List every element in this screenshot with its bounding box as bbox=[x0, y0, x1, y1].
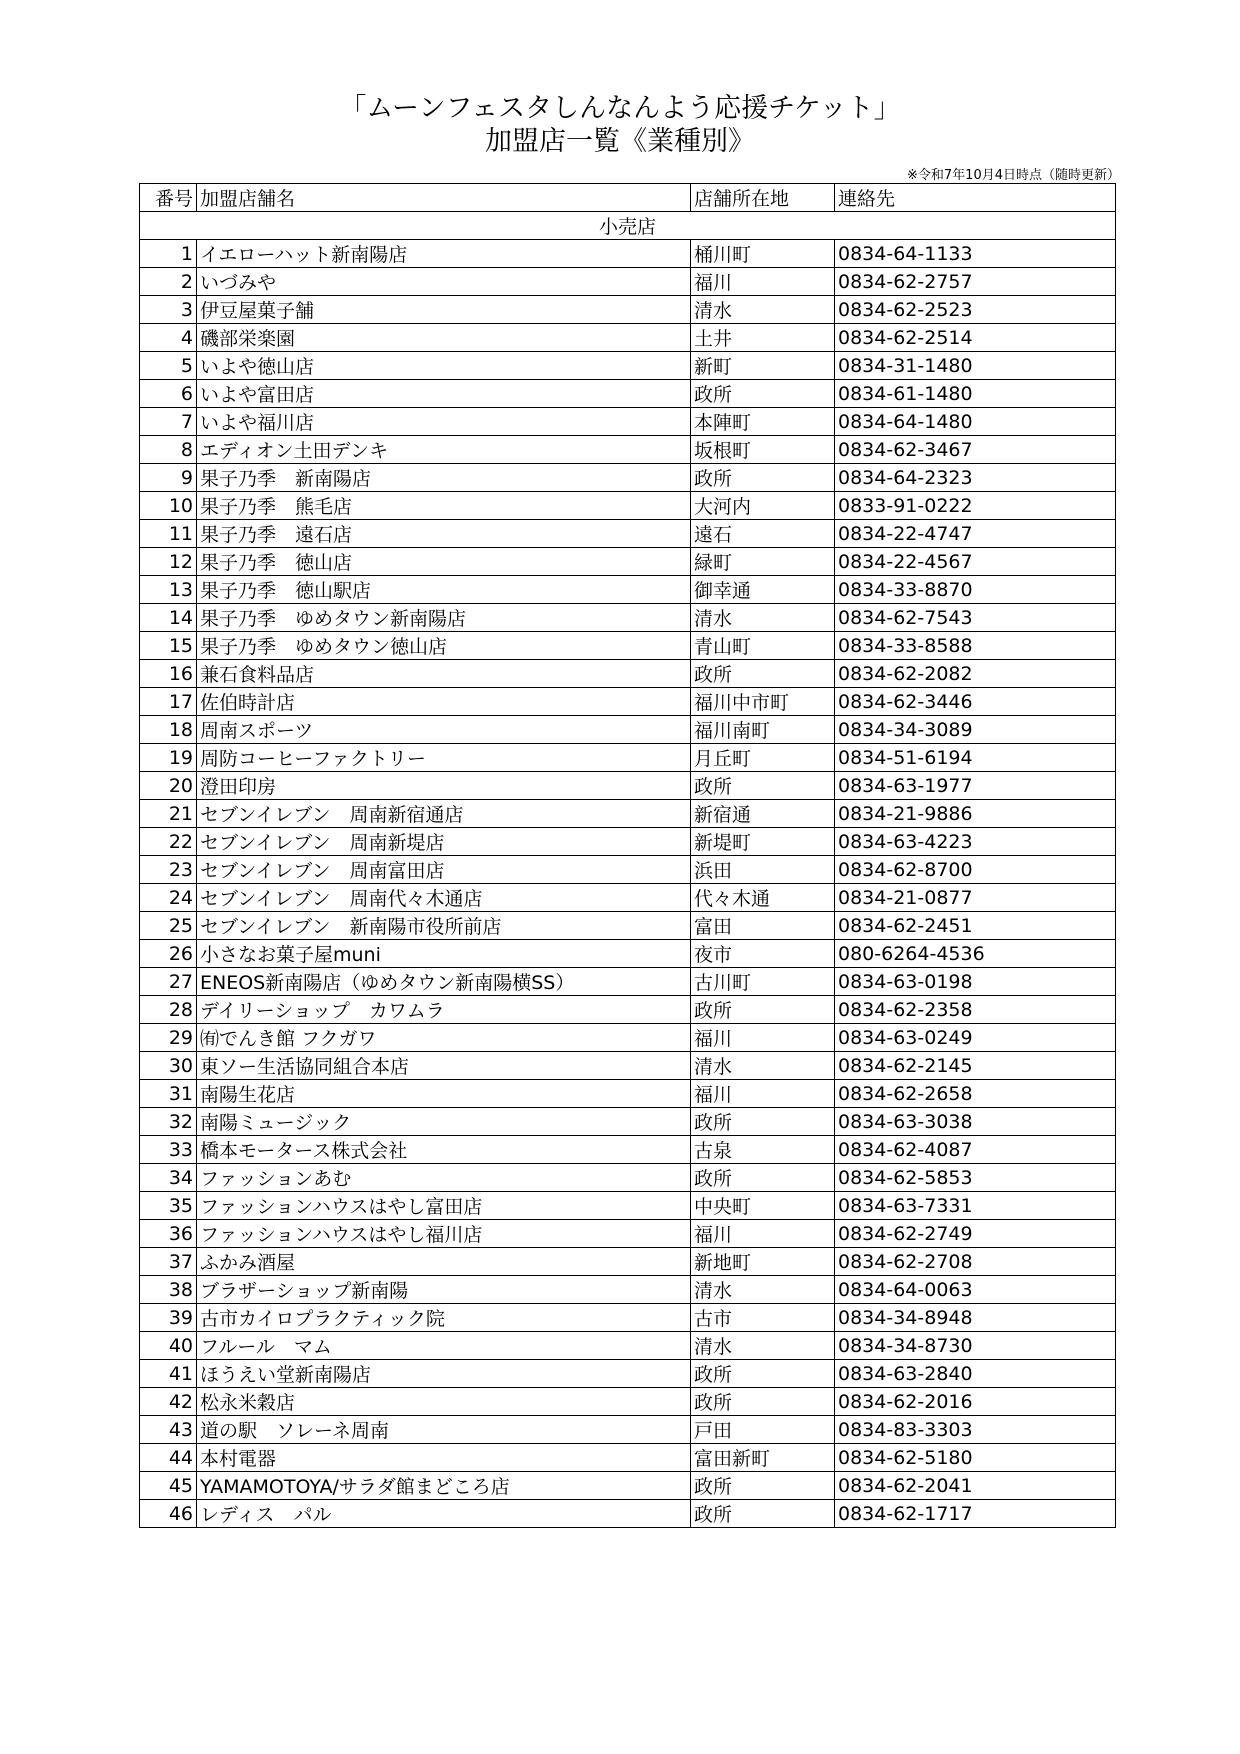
store-name: イエローハット新南陽店 bbox=[197, 240, 691, 268]
store-phone: 0834-63-0249 bbox=[835, 1024, 1116, 1052]
store-phone: 0833-91-0222 bbox=[835, 492, 1116, 520]
store-phone: 0834-61-1480 bbox=[835, 380, 1116, 408]
row-number: 26 bbox=[140, 940, 197, 968]
table-row bbox=[140, 1332, 1116, 1360]
store-location: 古川町 bbox=[691, 968, 835, 996]
store-phone: 0834-33-8588 bbox=[835, 632, 1116, 660]
store-phone: 0834-21-0877 bbox=[835, 884, 1116, 912]
store-location: 政所 bbox=[691, 996, 835, 1024]
store-phone: 0834-63-4223 bbox=[835, 828, 1116, 856]
store-table bbox=[139, 183, 1116, 1528]
table-row bbox=[140, 520, 1116, 548]
store-phone: 0834-63-2840 bbox=[835, 1360, 1116, 1388]
store-phone: 0834-62-3446 bbox=[835, 688, 1116, 716]
store-location: 代々木通 bbox=[691, 884, 835, 912]
store-location: 新堤町 bbox=[691, 828, 835, 856]
table-row bbox=[140, 716, 1116, 744]
store-phone: 0834-62-2757 bbox=[835, 268, 1116, 296]
table-row bbox=[140, 604, 1116, 632]
store-location: 新町 bbox=[691, 352, 835, 380]
store-location: 清水 bbox=[691, 1332, 835, 1360]
table-row bbox=[140, 1248, 1116, 1276]
store-location: 政所 bbox=[691, 464, 835, 492]
row-number: 5 bbox=[140, 352, 197, 380]
column-header-number: 番号 bbox=[140, 184, 197, 212]
row-number: 3 bbox=[140, 296, 197, 324]
store-phone: 0834-64-0063 bbox=[835, 1276, 1116, 1304]
table-header-row bbox=[140, 184, 1116, 212]
store-name: レディス パル bbox=[197, 1500, 691, 1528]
row-number: 18 bbox=[140, 716, 197, 744]
table-row bbox=[140, 1360, 1116, 1388]
store-location: 福川 bbox=[691, 268, 835, 296]
store-phone: 0834-31-1480 bbox=[835, 352, 1116, 380]
store-name: セブンイレブン 新南陽市役所前店 bbox=[197, 912, 691, 940]
row-number: 24 bbox=[140, 884, 197, 912]
store-name: 佐伯時計店 bbox=[197, 688, 691, 716]
store-name: エディオン土田デンキ bbox=[197, 436, 691, 464]
row-number: 28 bbox=[140, 996, 197, 1024]
store-phone: 0834-64-1133 bbox=[835, 240, 1116, 268]
document-subtitle: 加盟店一覧《業種別》 bbox=[485, 126, 755, 157]
store-location: 古市 bbox=[691, 1304, 835, 1332]
store-name: 果子乃季 徳山店 bbox=[197, 548, 691, 576]
table-row bbox=[140, 380, 1116, 408]
store-name: ブラザーショップ新南陽 bbox=[197, 1276, 691, 1304]
store-location: 政所 bbox=[691, 660, 835, 688]
store-location: 政所 bbox=[691, 380, 835, 408]
table-row bbox=[140, 408, 1116, 436]
document-title: 「ムーンフェスタしんなんよう応援チケット」 bbox=[339, 93, 901, 124]
store-name: 果子乃季 ゆめタウン新南陽店 bbox=[197, 604, 691, 632]
store-location: 桶川町 bbox=[691, 240, 835, 268]
table-row bbox=[140, 1024, 1116, 1052]
store-phone: 0834-22-4747 bbox=[835, 520, 1116, 548]
row-number: 44 bbox=[140, 1444, 197, 1472]
row-number: 6 bbox=[140, 380, 197, 408]
store-phone: 0834-63-1977 bbox=[835, 772, 1116, 800]
store-location: 福川南町 bbox=[691, 716, 835, 744]
table-row bbox=[140, 548, 1116, 576]
table-row bbox=[140, 1108, 1116, 1136]
store-name: ファッションハウスはやし富田店 bbox=[197, 1192, 691, 1220]
store-name: セブンイレブン 周南富田店 bbox=[197, 856, 691, 884]
row-number: 14 bbox=[140, 604, 197, 632]
table-row bbox=[140, 856, 1116, 884]
store-location: 政所 bbox=[691, 772, 835, 800]
store-name: ENEOS新南陽店（ゆめタウン新南陽横SS） bbox=[197, 968, 691, 996]
store-name: 果子乃季 徳山駅店 bbox=[197, 576, 691, 604]
store-name: 果子乃季 ゆめタウン徳山店 bbox=[197, 632, 691, 660]
row-number: 39 bbox=[140, 1304, 197, 1332]
table-row bbox=[140, 1500, 1116, 1528]
store-name: 古市カイロプラクティック院 bbox=[197, 1304, 691, 1332]
store-phone: 0834-62-3467 bbox=[835, 436, 1116, 464]
table-row bbox=[140, 884, 1116, 912]
table-row bbox=[140, 1136, 1116, 1164]
store-phone: 0834-62-1717 bbox=[835, 1500, 1116, 1528]
table-row bbox=[140, 352, 1116, 380]
store-phone: 0834-62-2451 bbox=[835, 912, 1116, 940]
row-number: 4 bbox=[140, 324, 197, 352]
column-header-store-name: 加盟店舗名 bbox=[197, 184, 691, 212]
row-number: 23 bbox=[140, 856, 197, 884]
store-name: ㈲でんき館 フクガワ bbox=[197, 1024, 691, 1052]
table-row bbox=[140, 1080, 1116, 1108]
store-name: 兼石食料品店 bbox=[197, 660, 691, 688]
store-location: 清水 bbox=[691, 296, 835, 324]
store-phone: 0834-62-5853 bbox=[835, 1164, 1116, 1192]
store-name: 伊豆屋菓子舗 bbox=[197, 296, 691, 324]
store-location: 緑町 bbox=[691, 548, 835, 576]
store-name: ふかみ酒屋 bbox=[197, 1248, 691, 1276]
store-name: 東ソー生活協同組合本店 bbox=[197, 1052, 691, 1080]
store-name: セブンイレブン 周南代々木通店 bbox=[197, 884, 691, 912]
store-phone: 0834-21-9886 bbox=[835, 800, 1116, 828]
table-row bbox=[140, 1164, 1116, 1192]
row-number: 30 bbox=[140, 1052, 197, 1080]
store-phone: 0834-34-3089 bbox=[835, 716, 1116, 744]
table-row bbox=[140, 1388, 1116, 1416]
store-location: 清水 bbox=[691, 1276, 835, 1304]
store-location: 政所 bbox=[691, 1164, 835, 1192]
store-location: 政所 bbox=[691, 1500, 835, 1528]
store-location: 政所 bbox=[691, 1108, 835, 1136]
store-location: 坂根町 bbox=[691, 436, 835, 464]
store-location: 夜市 bbox=[691, 940, 835, 968]
store-location: 本陣町 bbox=[691, 408, 835, 436]
store-name: いよや福川店 bbox=[197, 408, 691, 436]
store-name: 澄田印房 bbox=[197, 772, 691, 800]
row-number: 36 bbox=[140, 1220, 197, 1248]
store-location: 福川 bbox=[691, 1220, 835, 1248]
store-phone: 0834-34-8730 bbox=[835, 1332, 1116, 1360]
store-phone: 0834-62-2658 bbox=[835, 1080, 1116, 1108]
store-name: フルール マム bbox=[197, 1332, 691, 1360]
store-location: 政所 bbox=[691, 1388, 835, 1416]
store-name: 橋本モータース株式会社 bbox=[197, 1136, 691, 1164]
store-phone: 0834-62-5180 bbox=[835, 1444, 1116, 1472]
store-name: いよや富田店 bbox=[197, 380, 691, 408]
store-phone: 0834-63-7331 bbox=[835, 1192, 1116, 1220]
store-location: 富田 bbox=[691, 912, 835, 940]
row-number: 35 bbox=[140, 1192, 197, 1220]
row-number: 43 bbox=[140, 1416, 197, 1444]
row-number: 41 bbox=[140, 1360, 197, 1388]
store-phone: 0834-62-2749 bbox=[835, 1220, 1116, 1248]
row-number: 27 bbox=[140, 968, 197, 996]
store-name: 果子乃季 熊毛店 bbox=[197, 492, 691, 520]
store-location: 大河内 bbox=[691, 492, 835, 520]
row-number: 21 bbox=[140, 800, 197, 828]
store-name: 南陽ミュージック bbox=[197, 1108, 691, 1136]
store-name: 周防コーヒーファクトリー bbox=[197, 744, 691, 772]
store-location: 新地町 bbox=[691, 1248, 835, 1276]
store-phone: 0834-62-8700 bbox=[835, 856, 1116, 884]
store-phone: 0834-51-6194 bbox=[835, 744, 1116, 772]
store-phone: 0834-62-2016 bbox=[835, 1388, 1116, 1416]
table-row bbox=[140, 492, 1116, 520]
store-phone: 0834-62-2358 bbox=[835, 996, 1116, 1024]
column-header-location: 店舗所在地 bbox=[691, 184, 835, 212]
row-number: 32 bbox=[140, 1108, 197, 1136]
store-name: 果子乃季 遠石店 bbox=[197, 520, 691, 548]
store-phone: 0834-62-4087 bbox=[835, 1136, 1116, 1164]
table-row bbox=[140, 1220, 1116, 1248]
store-phone: 0834-22-4567 bbox=[835, 548, 1116, 576]
store-phone: 0834-62-7543 bbox=[835, 604, 1116, 632]
store-location: 遠石 bbox=[691, 520, 835, 548]
store-location: 中央町 bbox=[691, 1192, 835, 1220]
row-number: 7 bbox=[140, 408, 197, 436]
store-name: ファッションあむ bbox=[197, 1164, 691, 1192]
store-location: 青山町 bbox=[691, 632, 835, 660]
store-phone: 0834-64-1480 bbox=[835, 408, 1116, 436]
store-location: 福川 bbox=[691, 1080, 835, 1108]
store-name: 果子乃季 新南陽店 bbox=[197, 464, 691, 492]
column-header-contact: 連絡先 bbox=[835, 184, 1116, 212]
table-row bbox=[140, 324, 1116, 352]
store-location: 政所 bbox=[691, 1472, 835, 1500]
store-name: ほうえい堂新南陽店 bbox=[197, 1360, 691, 1388]
table-row bbox=[140, 800, 1116, 828]
table-row bbox=[140, 772, 1116, 800]
row-number: 16 bbox=[140, 660, 197, 688]
row-number: 25 bbox=[140, 912, 197, 940]
store-phone: 0834-62-2145 bbox=[835, 1052, 1116, 1080]
table-row bbox=[140, 912, 1116, 940]
row-number: 45 bbox=[140, 1472, 197, 1500]
table-row bbox=[140, 464, 1116, 492]
table-row bbox=[140, 688, 1116, 716]
store-phone: 0834-83-3303 bbox=[835, 1416, 1116, 1444]
store-location: 福川 bbox=[691, 1024, 835, 1052]
row-number: 17 bbox=[140, 688, 197, 716]
store-phone: 0834-63-0198 bbox=[835, 968, 1116, 996]
store-location: 福川中市町 bbox=[691, 688, 835, 716]
store-name: 松永米穀店 bbox=[197, 1388, 691, 1416]
store-name: 周南スポーツ bbox=[197, 716, 691, 744]
store-name: 小さなお菓子屋muni bbox=[197, 940, 691, 968]
table-row bbox=[140, 1276, 1116, 1304]
store-location: 古泉 bbox=[691, 1136, 835, 1164]
store-name: セブンイレブン 周南新宿通店 bbox=[197, 800, 691, 828]
table-row bbox=[140, 1192, 1116, 1220]
table-row bbox=[140, 1444, 1116, 1472]
table-row bbox=[140, 828, 1116, 856]
store-name: 道の駅 ソレーネ周南 bbox=[197, 1416, 691, 1444]
store-phone: 0834-34-8948 bbox=[835, 1304, 1116, 1332]
table-row bbox=[140, 436, 1116, 464]
store-name: デイリーショップ カワムラ bbox=[197, 996, 691, 1024]
table-row bbox=[140, 940, 1116, 968]
store-phone: 0834-62-2041 bbox=[835, 1472, 1116, 1500]
store-phone: 0834-62-2523 bbox=[835, 296, 1116, 324]
table-row bbox=[140, 660, 1116, 688]
store-location: 浜田 bbox=[691, 856, 835, 884]
table-row bbox=[140, 1304, 1116, 1332]
row-number: 38 bbox=[140, 1276, 197, 1304]
table-row bbox=[140, 1472, 1116, 1500]
store-name: 本村電器 bbox=[197, 1444, 691, 1472]
row-number: 19 bbox=[140, 744, 197, 772]
table-row bbox=[140, 240, 1116, 268]
row-number: 10 bbox=[140, 492, 197, 520]
table-row bbox=[140, 296, 1116, 324]
category-label: 小売店 bbox=[140, 212, 1116, 240]
store-location: 富田新町 bbox=[691, 1444, 835, 1472]
row-number: 31 bbox=[140, 1080, 197, 1108]
table-row bbox=[140, 632, 1116, 660]
store-name: セブンイレブン 周南新堤店 bbox=[197, 828, 691, 856]
store-location: 戸田 bbox=[691, 1416, 835, 1444]
store-name: ファッションハウスはやし福川店 bbox=[197, 1220, 691, 1248]
row-number: 42 bbox=[140, 1388, 197, 1416]
table-row bbox=[140, 1052, 1116, 1080]
store-name: 磯部栄楽園 bbox=[197, 324, 691, 352]
row-number: 11 bbox=[140, 520, 197, 548]
store-location: 土井 bbox=[691, 324, 835, 352]
row-number: 12 bbox=[140, 548, 197, 576]
store-phone: 0834-63-3038 bbox=[835, 1108, 1116, 1136]
store-location: 月丘町 bbox=[691, 744, 835, 772]
store-phone: 0834-64-2323 bbox=[835, 464, 1116, 492]
store-name: いよや徳山店 bbox=[197, 352, 691, 380]
store-phone: 0834-62-2082 bbox=[835, 660, 1116, 688]
table-row bbox=[140, 744, 1116, 772]
store-location: 御幸通 bbox=[691, 576, 835, 604]
row-number: 15 bbox=[140, 632, 197, 660]
row-number: 8 bbox=[140, 436, 197, 464]
row-number: 9 bbox=[140, 464, 197, 492]
store-name: YAMAMOTOYA/サラダ館まどころ店 bbox=[197, 1472, 691, 1500]
row-number: 20 bbox=[140, 772, 197, 800]
row-number: 46 bbox=[140, 1500, 197, 1528]
table-row bbox=[140, 996, 1116, 1024]
row-number: 33 bbox=[140, 1136, 197, 1164]
row-number: 2 bbox=[140, 268, 197, 296]
table-row bbox=[140, 576, 1116, 604]
table-row bbox=[140, 1416, 1116, 1444]
table-row bbox=[140, 968, 1116, 996]
row-number: 22 bbox=[140, 828, 197, 856]
store-phone: 080-6264-4536 bbox=[835, 940, 1116, 968]
store-location: 政所 bbox=[691, 1360, 835, 1388]
store-phone: 0834-62-2708 bbox=[835, 1248, 1116, 1276]
store-location: 新宿通 bbox=[691, 800, 835, 828]
row-number: 13 bbox=[140, 576, 197, 604]
update-note: ※令和7年10月4日時点（随時更新） bbox=[907, 168, 1120, 183]
row-number: 29 bbox=[140, 1024, 197, 1052]
store-location: 清水 bbox=[691, 1052, 835, 1080]
store-name: 南陽生花店 bbox=[197, 1080, 691, 1108]
row-number: 34 bbox=[140, 1164, 197, 1192]
row-number: 37 bbox=[140, 1248, 197, 1276]
store-location: 清水 bbox=[691, 604, 835, 632]
row-number: 40 bbox=[140, 1332, 197, 1360]
store-phone: 0834-62-2514 bbox=[835, 324, 1116, 352]
category-row bbox=[140, 212, 1116, 240]
store-phone: 0834-33-8870 bbox=[835, 576, 1116, 604]
table-row bbox=[140, 268, 1116, 296]
store-name: いづみや bbox=[197, 268, 691, 296]
row-number: 1 bbox=[140, 240, 197, 268]
